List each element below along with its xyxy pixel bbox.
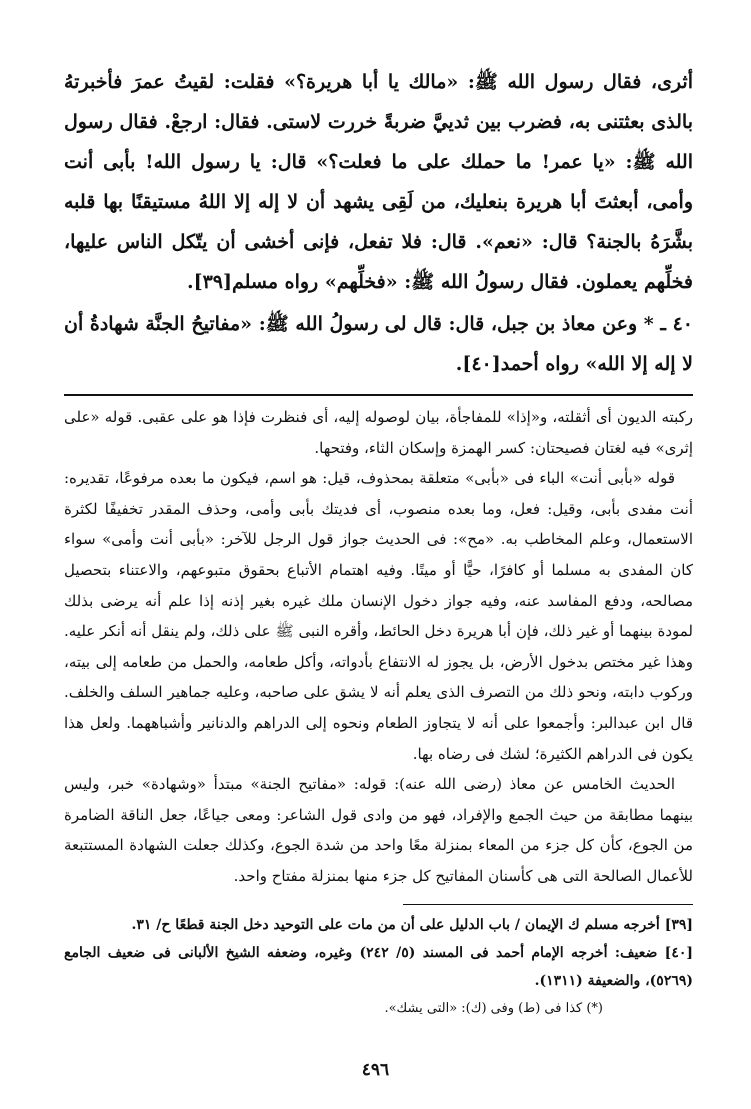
page-number: ٤٩٦ (361, 1060, 390, 1080)
footnote-40: [٤٠] ضعيف: أخرجه الإمام أحمد فى المسند (٥/ ٢٤٢) وغيره، وضعفه الشيخ الألبانى فى ضعيف الجامع (٥٢٦٩)، والضعيفة (١٣١١). (64, 944, 693, 989)
commentary-paragraph: الحديث الخامس عن معاذ (رضى الله عنه): قوله: «مفاتيح الجنة» مبتدأ «وشهادة» خبر، وليس بينهما مطابقة من حيث الجمع والإفراد، فهو من وادى قول الشاعر: ومعى جياعًا، جعل الناقة الضامرة من الجوع، كأن كل جزء من المعاء بمنزلة معًا واحد من شدة الجوع، وكذلك جعلت الشهادة المستتبعة للأعمال الصالحة التى هى كأسنان المفاتيح كل جزء منها بمنزلة مفتاح واحد. (64, 775, 693, 885)
footnote-star: (*) كذا فى (ط) وفى (ك): «التى يشك». (384, 1000, 603, 1016)
commentary-paragraph: قوله «بأبى أنت» الباء فى «بأبى» متعلقة بمحذوف، قيل: هو اسم، فيكون ما بعده مرفوعًا، تقديره: أنت مفدى بأبى، وقيل: فعل، وما بعده منصوب، أى فديتك بأبى وأمى، وحذف المقدر تخفيفًا لكثرة الاستعمال، وعلم المخاطب به. «مح»: فى الحديث جواز قول الرجل للآخر: «بأبى أنت وأمى» سواء كان المفدى به مسلما أو كافرًا، حيًّا أو ميتًا. وفيه اهتمام الأتباع بحقوق متبوعهم، والاعتناء بتحصيل مصالحه، ودفع المفاسد عنه، وفيه جواز دخول الإنسان ملك غيره بغير إذنه إذا علم أنه يرضى بذلك لمودة بينهما أو غير ذلك، فإن أبا هريرة دخل الحائط، وأقره النبى ﷺ على ذلك، ولم ينقل أنه أنكر عليه. وهذا غير مختص بدخول الأرض، بل يجوز له الانتفاع بأدواته، وأكل طعامه، والحمل من طعامه إلى بيته، وركوب دابته، ونحو ذلك من التصرف الذى يعلم أنه لا يشق على صاحبه، وعليه جماهير السلف والخلف. قال ابن عبدالبر: وأجمعوا على أنه لا يتجاوز الطعام ونحوه إلى الدراهم والدنانير وأشباههما. ولعل هذا يكون فى الدراهم الكثيرة؛ لشك فى رضاه بها. (64, 469, 693, 763)
commentary (64, 402, 693, 892)
commentary-divider (64, 394, 693, 396)
footnote-39: [٣٩] أخرجه مسلم ك الإيمان / باب الدليل على أن من مات على التوحيد دخل الجنة قطعًا ح/ ٣١. (131, 916, 693, 933)
hadith-40-paragraph: ٤٠ ـ * وعن معاذ بن جبل، قال: قال لى رسولُ الله ﷺ: «مفاتيحُ الجنَّة شهادةُ أن لا إله إلا الله» رواه أحمد[٤٠]. (64, 313, 693, 375)
footnotes (64, 911, 693, 1023)
main-text (64, 62, 693, 384)
hadith-39-paragraph: أثرى، فقال رسول الله ﷺ: «مالك يا أبا هريرة؟» فقلت: لقيتُ عمرَ فأخبرتهُ بالذى بعثتنى به، فضرب بين ثدييَّ ضربةً خررت لاستى. فقال: ارجعْ. فقال رسول الله ﷺ: «يا عمر! ما حملك على ما فعلت؟» قال: يا رسول الله! بأبى أنت وأمى، أبعثتَ أبا هريرة بنعليك، من لَقِى يشهد أن لا إله إلا اللهُ مستيقنًا بها قلبه بشَّرَهُ بالجنة؟ قال: «نعم». قال: فلا تفعل، فإنى أخشى أن يتّكل الناس عليها، فخلِّهم يعملون. فقال رسولُ الله ﷺ: «فخلِّهم» رواه مسلم[٣٩]. (64, 71, 693, 293)
commentary-paragraph: ركبته الديون أى أثقلته، و«إذا» للمفاجأة، بيان لوصوله إليه، أى فنظرت فإذا هو على عقبى. قوله «على إثرى» فيه لغتان فصيحتان: كسر الهمزة وإسكان الثاء، وفتحها. (64, 408, 693, 457)
footnote-divider (403, 904, 693, 905)
